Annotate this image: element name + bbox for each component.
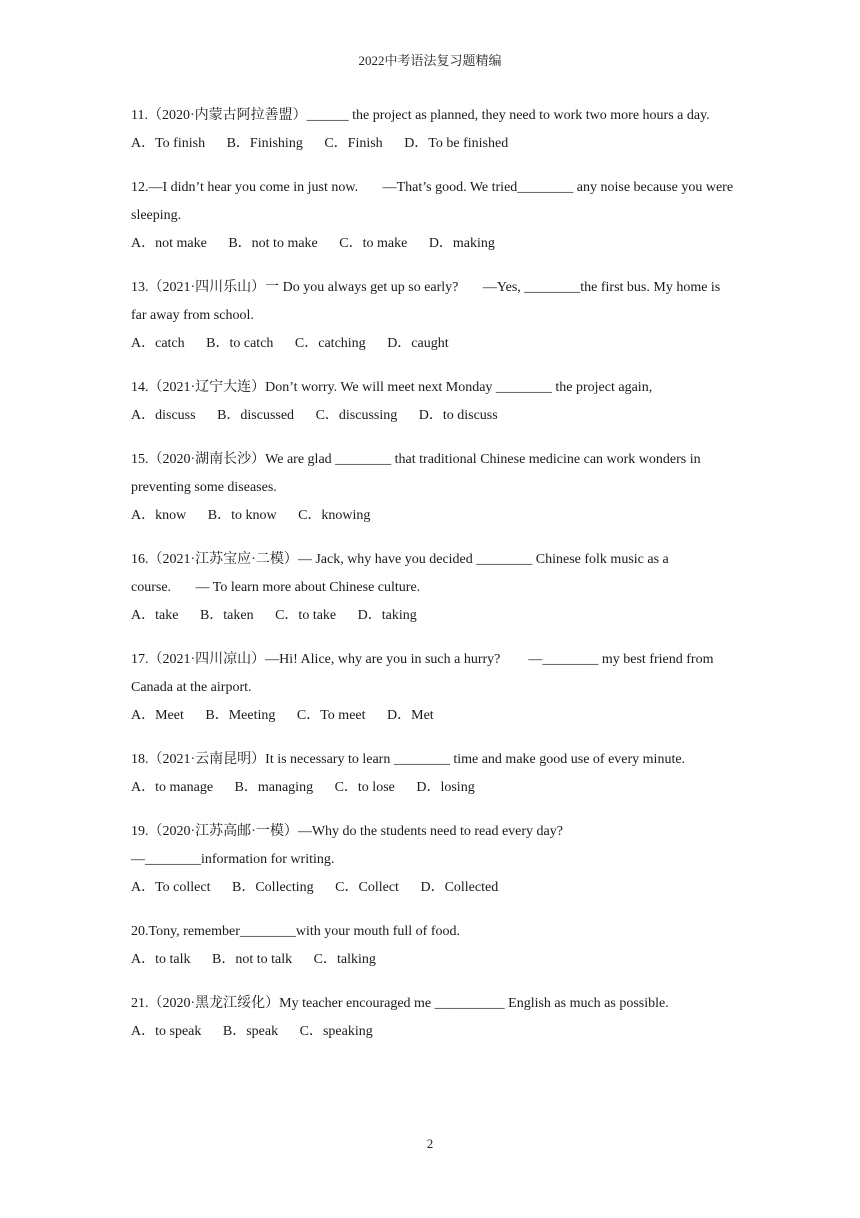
question-13	[131, 274, 735, 358]
question-20	[131, 918, 735, 974]
option-c: C．discussing	[315, 408, 398, 423]
option-d: D．caught	[387, 336, 449, 351]
question-stem: 12.—I didn’t hear you come in just now. —That’s good. We tried________ any noise because you were sleeping.	[131, 180, 734, 223]
option-c: C．to lose	[334, 780, 395, 795]
page-header: 2022中考语法复习题精编	[358, 53, 502, 68]
question-options	[131, 602, 735, 630]
question-stem: 15.（2020·湖南长沙）We are glad ________ that traditional Chinese medicine can work wonders in preventing some diseases.	[131, 452, 701, 495]
question-options	[131, 402, 735, 430]
question-15	[131, 446, 735, 530]
question-options	[131, 1018, 735, 1046]
question-options	[131, 230, 735, 258]
option-b: B．to know	[207, 508, 277, 523]
option-a: A．To finish	[131, 136, 206, 151]
question-options	[131, 130, 735, 158]
question-stem: 14.（2021·辽宁大连）Don’t worry. We will meet next Monday ________ the project again,	[131, 380, 653, 395]
option-b: B．discussed	[217, 408, 295, 423]
option-c: C．Finish	[324, 136, 383, 151]
option-d: D．making	[428, 236, 495, 251]
question-stem: 13.（2021·四川乐山）一 Do you always get up so early? —Yes, ________the first bus. My home is far away from school.	[131, 280, 721, 323]
option-a: A．to manage	[131, 780, 214, 795]
option-b: B．taken	[199, 608, 254, 623]
option-c: C．knowing	[298, 508, 371, 523]
option-b: B．not to make	[228, 236, 318, 251]
option-a: A．catch	[131, 336, 185, 351]
question-list	[131, 102, 735, 1062]
question-21	[131, 990, 735, 1046]
question-18	[131, 746, 735, 802]
option-d: D．Met	[387, 708, 434, 723]
option-b: B．not to talk	[212, 952, 293, 967]
page-number: 2	[426, 1136, 434, 1151]
question-options	[131, 774, 735, 802]
option-b: B．speak	[222, 1024, 279, 1039]
option-c: C．catching	[294, 336, 366, 351]
question-14	[131, 374, 735, 430]
option-b: B．managing	[234, 780, 314, 795]
question-stem: 17.（2021·四川凉山）—Hi! Alice, why are you in such a hurry? —________ my best friend from Canada at the airport.	[131, 652, 714, 695]
option-c: C．speaking	[299, 1024, 373, 1039]
option-d: D．Collected	[420, 880, 499, 895]
option-c: C．talking	[313, 952, 376, 967]
question-stem: 16.（2021·江苏宝应·二模）— Jack, why have you decided ________ Chinese folk music as a course. — To learn more about Chinese culture.	[131, 552, 669, 595]
option-a: A．not make	[131, 236, 207, 251]
question-options	[131, 874, 735, 902]
question-11	[131, 102, 735, 158]
option-c: C．to make	[339, 236, 408, 251]
question-stem: 18.（2021·云南昆明）It is necessary to learn ________ time and make good use of every minute.	[131, 752, 686, 767]
option-d: D．losing	[416, 780, 475, 795]
option-c: C．Collect	[335, 880, 399, 895]
question-options	[131, 946, 735, 974]
option-a: A．take	[131, 608, 179, 623]
question-options	[131, 502, 735, 530]
option-c: C．to take	[275, 608, 337, 623]
option-a: A．discuss	[131, 408, 196, 423]
option-c: C．To meet	[296, 708, 366, 723]
question-stem: 20.Tony, remember________with your mouth full of food.	[131, 924, 461, 939]
question-stem: 19.（2020·江苏高邮·一模）—Why do the students need to read every day? —________information for writing.	[131, 824, 563, 867]
option-b: B．Meeting	[205, 708, 276, 723]
option-d: D．to discuss	[418, 408, 498, 423]
question-options	[131, 330, 735, 358]
question-12	[131, 174, 735, 258]
question-stem: 11.（2020·内蒙古阿拉善盟）______ the project as planned, they need to work two more hours a day.	[131, 108, 710, 123]
option-d: D．To be finished	[404, 136, 509, 151]
option-b: B．Finishing	[226, 136, 303, 151]
question-stem: 21.（2020·黑龙江绥化）My teacher encouraged me __________ English as much as possible.	[131, 996, 669, 1011]
option-a: A．Meet	[131, 708, 184, 723]
option-a: A．to speak	[131, 1024, 202, 1039]
question-options	[131, 702, 735, 730]
option-d: D．taking	[357, 608, 417, 623]
option-a: A．know	[131, 508, 187, 523]
question-17	[131, 646, 735, 730]
option-a: A．To collect	[131, 880, 211, 895]
option-b: B．to catch	[206, 336, 274, 351]
question-19	[131, 818, 735, 902]
question-16	[131, 546, 735, 630]
option-b: B．Collecting	[232, 880, 314, 895]
option-a: A．to talk	[131, 952, 191, 967]
